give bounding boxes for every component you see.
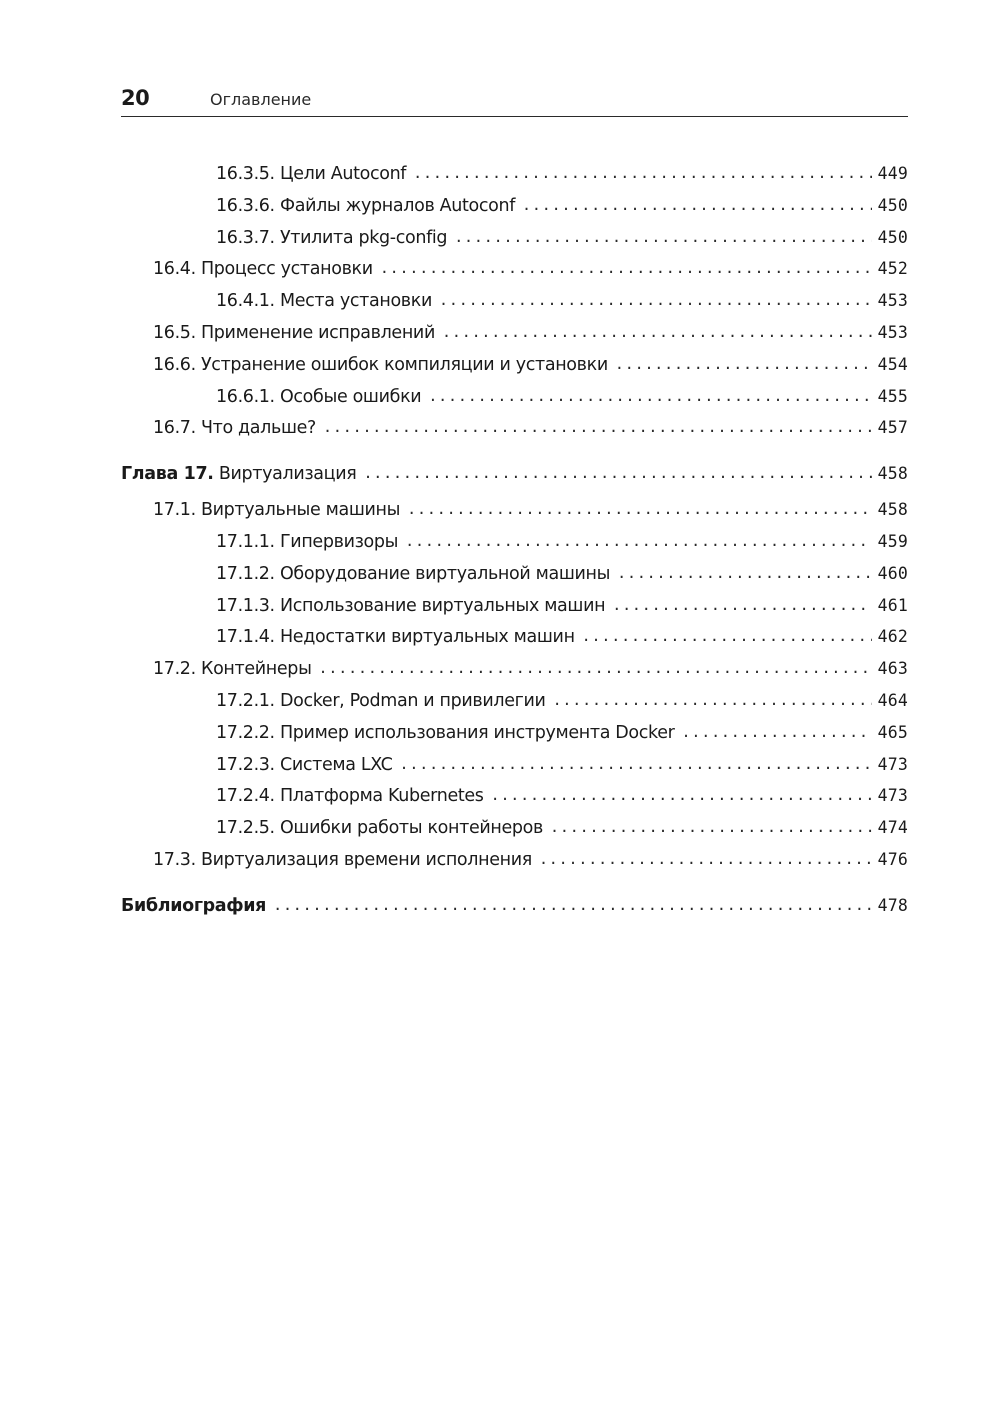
dot-leader — [319, 659, 872, 677]
dot-leader — [550, 818, 872, 836]
toc-entry — [121, 627, 908, 659]
dot-leader — [442, 323, 872, 341]
toc-entry-label — [216, 291, 432, 311]
toc-entry-page: 458 — [877, 500, 908, 520]
toc-entry-page: 453 — [877, 322, 908, 342]
toc-entry-page: 462 — [877, 627, 908, 647]
toc-entry-label — [121, 896, 266, 916]
dot-leader — [400, 755, 872, 773]
toc-entry-title: 16.4. Процесс установки — [153, 259, 373, 280]
dot-leader — [413, 164, 871, 182]
toc-entry — [121, 786, 908, 818]
dot-leader — [522, 196, 872, 214]
toc-entry-title: 17.1.2. Оборудование виртуальной машины — [216, 563, 611, 584]
toc-entry-title: 17.1.4. Недостатки виртуальных машин — [216, 627, 575, 648]
dot-leader — [428, 387, 871, 405]
page-header — [121, 84, 908, 117]
toc-entry-label — [216, 196, 515, 216]
toc-entry-label — [216, 818, 543, 838]
toc-entry — [121, 564, 908, 596]
dot-leader — [323, 418, 872, 436]
toc-entry-label — [153, 659, 312, 679]
toc-entry-title: 16.7. Что дальше? — [153, 418, 316, 439]
toc-entry-title: 16.3.5. Цели Autoconf — [216, 164, 407, 184]
toc-entry-page: 459 — [877, 531, 908, 551]
toc-entry-label — [153, 418, 316, 438]
toc-entry-label — [153, 850, 532, 870]
dot-leader — [439, 291, 872, 309]
toc-entry-label — [216, 755, 393, 775]
dot-leader — [582, 627, 872, 645]
toc-entry-page: 457 — [877, 418, 908, 438]
toc-entry — [121, 723, 908, 755]
toc-entry-page: 458 — [877, 464, 908, 484]
toc-entry-page: 452 — [877, 259, 908, 279]
toc-entry-page: 449 — [877, 164, 908, 183]
toc-entry-page: 454 — [877, 354, 908, 374]
toc-entry — [121, 355, 908, 387]
toc-entry-label — [216, 532, 398, 552]
table-of-contents — [121, 164, 908, 932]
dot-leader — [407, 500, 871, 518]
dot-leader — [405, 532, 871, 550]
toc-entry-page: 460 — [877, 563, 908, 583]
toc-entry-title: 17.2.1. Docker, Podman и привилегии — [216, 690, 546, 711]
page-number: 20 — [121, 86, 150, 110]
toc-entry — [121, 387, 908, 419]
dot-leader — [553, 691, 872, 709]
toc-entry-label — [216, 228, 447, 248]
running-title: Оглавление — [210, 90, 312, 109]
toc-entry-page: 465 — [877, 722, 908, 742]
toc-entry — [121, 196, 908, 228]
toc-entry — [121, 323, 908, 355]
dot-leader — [273, 896, 872, 914]
toc-entry-title: 17.2.3. Система LXC — [216, 754, 393, 775]
toc-entry-label — [216, 723, 674, 743]
toc-entry-label — [153, 500, 400, 520]
toc-entry-title: 17.1.3. Использование виртуальных машин — [216, 595, 606, 616]
dot-leader — [454, 228, 871, 246]
toc-entry-page: 478 — [877, 895, 908, 915]
toc-entry-label — [121, 464, 356, 484]
toc-entry — [121, 500, 908, 532]
toc-entry-title: 17.2.4. Платформа Kubernetes — [216, 786, 484, 807]
toc-entry-title: 17.2.2. Пример использования инструмента Docker — [216, 722, 675, 743]
toc-entry-label-bold: Библиография — [121, 895, 267, 916]
toc-entry-title: 17.3. Виртуализация времени исполнения — [153, 849, 532, 870]
toc-entry — [121, 164, 908, 196]
toc-entry — [121, 418, 908, 450]
dot-leader — [363, 464, 871, 482]
toc-entry-label — [216, 627, 575, 647]
toc-entry — [121, 850, 908, 882]
dot-leader — [681, 723, 871, 741]
toc-entry — [121, 532, 908, 564]
toc-entry-page: 455 — [877, 386, 908, 406]
toc-entry-title: 17.1.1. Гипервизоры — [216, 531, 399, 552]
toc-entry-label — [216, 691, 546, 711]
toc-entry — [121, 659, 908, 691]
toc-entry-label — [216, 596, 605, 616]
dot-leader — [612, 596, 871, 614]
toc-entry-title: 16.4.1. Места установки — [216, 291, 433, 312]
toc-entry-label — [216, 387, 421, 407]
toc-entry — [121, 691, 908, 723]
toc-entry-page: 473 — [877, 754, 908, 774]
toc-entry-title: 16.6. Устранение ошибок компиляции и установки — [153, 354, 608, 375]
toc-entry-title: 16.5. Применение исправлений — [153, 322, 435, 343]
dot-leader — [615, 355, 872, 373]
toc-chapter-entry — [121, 896, 908, 932]
dot-leader — [617, 564, 872, 582]
toc-entry-label-bold: Глава 17. — [121, 464, 214, 485]
toc-entry-page: 473 — [877, 786, 908, 806]
toc-entry-title: Виртуализация — [213, 464, 357, 485]
toc-entry-page: 474 — [877, 818, 908, 838]
toc-entry-label — [153, 323, 435, 343]
toc-entry-title: 17.2.5. Ошибки работы контейнеров — [216, 818, 543, 839]
toc-entry-label — [216, 564, 610, 584]
toc-entry-page: 453 — [877, 291, 908, 311]
dot-leader — [539, 850, 872, 868]
toc-entry-label — [153, 355, 608, 375]
toc-entry-page: 450 — [877, 227, 908, 247]
toc-entry — [121, 755, 908, 787]
toc-entry-label — [216, 164, 406, 184]
toc-entry — [121, 596, 908, 628]
toc-entry-title: 16.6.1. Особые ошибки — [216, 386, 422, 407]
toc-chapter-entry — [121, 464, 908, 500]
toc-entry-label — [216, 786, 484, 806]
toc-entry-page: 450 — [877, 195, 908, 215]
toc-entry-page: 461 — [877, 595, 908, 615]
toc-entry-page: 463 — [877, 659, 908, 679]
toc-entry — [121, 228, 908, 260]
toc-entry — [121, 291, 908, 323]
toc-entry-title: 16.3.6. Файлы журналов Autoconf — [216, 195, 516, 216]
toc-entry-page: 464 — [877, 690, 908, 710]
toc-entry-title: 17.1. Виртуальные машины — [153, 500, 401, 521]
toc-entry-title: 17.2. Контейнеры — [153, 659, 312, 680]
toc-entry-title: 16.3.7. Утилита pkg-config — [216, 227, 448, 248]
toc-entry — [121, 259, 908, 291]
toc-entry-page: 476 — [877, 849, 908, 869]
dot-leader — [380, 259, 872, 277]
toc-entry — [121, 818, 908, 850]
dot-leader — [491, 786, 872, 804]
toc-entry-label — [153, 259, 373, 279]
